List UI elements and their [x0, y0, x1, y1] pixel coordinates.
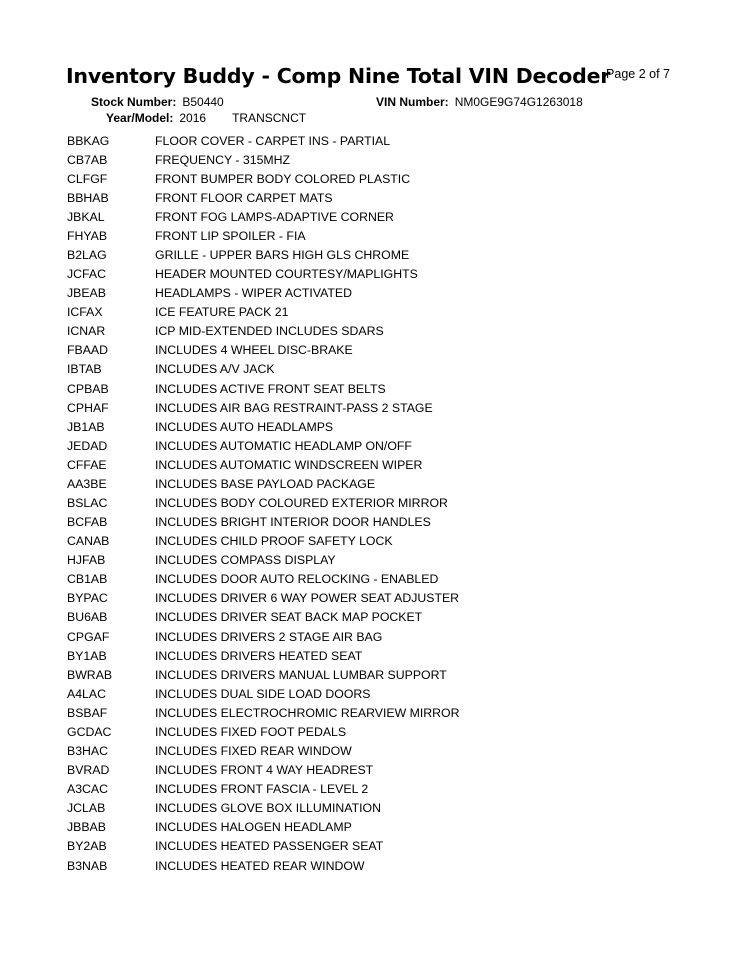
option-description: HEADLAMPS - WIPER ACTIVATED — [155, 286, 353, 301]
option-description: INCLUDES DRIVERS 2 STAGE AIR BAG — [155, 629, 383, 644]
option-row — [67, 436, 460, 455]
option-row — [67, 742, 460, 761]
option-code: CLFGF — [67, 171, 108, 186]
option-description: INCLUDES CHILD PROOF SAFETY LOCK — [155, 534, 393, 549]
option-description: ICP MID-EXTENDED INCLUDES SDARS — [155, 324, 384, 339]
option-row — [67, 169, 460, 188]
option-row — [67, 341, 460, 360]
option-code: CANAB — [67, 534, 110, 549]
option-code: CPBAB — [67, 381, 109, 396]
option-row — [67, 799, 460, 818]
option-row — [67, 360, 460, 379]
option-row — [67, 245, 460, 264]
option-row — [67, 532, 460, 551]
option-description: INCLUDES 4 WHEEL DISC-BRAKE — [155, 343, 353, 358]
option-code: BSLAC — [67, 496, 108, 511]
option-row — [67, 608, 460, 627]
option-code: BBKAG — [67, 133, 110, 148]
option-description: INCLUDES DUAL SIDE LOAD DOORS — [155, 686, 371, 701]
vin-number-label: VIN Number: — [376, 95, 449, 109]
option-code: BU6AB — [67, 610, 108, 625]
option-code: B3NAB — [67, 858, 108, 873]
option-code: JEDAD — [67, 438, 108, 453]
option-description: INCLUDES BRIGHT INTERIOR DOOR HANDLES — [155, 515, 431, 530]
option-description: GRILLE - UPPER BARS HIGH GLS CHROME — [155, 248, 410, 262]
option-code: CPHAF — [67, 400, 109, 415]
option-row — [67, 398, 460, 417]
option-description: INCLUDES COMPASS DISPLAY — [155, 553, 336, 568]
option-code: JCLAB — [67, 801, 106, 816]
option-row — [67, 665, 460, 684]
option-description: FRONT FOG LAMPS-ADAPTIVE CORNER — [155, 209, 394, 224]
option-code: JBKAL — [67, 209, 105, 224]
option-row — [67, 455, 460, 474]
option-code: BCFAB — [67, 515, 108, 530]
option-description: INCLUDES BASE PAYLOAD PACKAGE — [155, 476, 376, 491]
option-row — [67, 646, 460, 665]
year-value: 2016 — [179, 111, 207, 125]
option-row — [67, 684, 460, 703]
option-code: CFFAE — [67, 457, 107, 472]
option-description: FREQUENCY - 315MHZ — [155, 152, 291, 167]
option-description: INCLUDES GLOVE BOX ILLUMINATION — [155, 801, 381, 816]
vin-number-row — [376, 95, 583, 109]
vin-number-value: NM0GE9G74G1263018 — [454, 95, 583, 109]
option-code: JBEAB — [67, 286, 106, 301]
option-description: FLOOR COVER - CARPET INS - PARTIAL — [155, 133, 391, 148]
option-code: BSBAF — [67, 705, 108, 720]
option-code: CB1AB — [67, 572, 108, 587]
option-code: BVRAD — [67, 763, 110, 778]
option-code: AA3BE — [67, 476, 107, 491]
option-code: BWRAB — [67, 667, 113, 682]
option-row — [67, 379, 460, 398]
option-description: INCLUDES HALOGEN HEADLAMP — [155, 820, 352, 835]
option-row — [67, 284, 460, 303]
option-description: INCLUDES DRIVER SEAT BACK MAP POCKET — [155, 610, 423, 625]
option-row — [67, 474, 460, 493]
option-row — [67, 493, 460, 512]
option-row — [67, 856, 460, 875]
option-description: INCLUDES FRONT FASCIA - LEVEL 2 — [155, 782, 369, 797]
option-code: ICFAX — [67, 305, 103, 320]
option-code: BYPAC — [67, 591, 108, 606]
option-row — [67, 722, 460, 741]
option-description: INCLUDES HEATED REAR WINDOW — [155, 858, 365, 873]
option-description: INCLUDES AUTOMATIC HEADLAMP ON/OFF — [155, 438, 412, 453]
option-code: A3CAC — [67, 782, 109, 797]
year-model-row — [106, 111, 306, 125]
option-row — [67, 226, 460, 245]
page-number: Page 2 of 7 — [606, 67, 670, 81]
option-description: INCLUDES DOOR AUTO RELOCKING - ENABLED — [155, 572, 439, 587]
option-row — [67, 589, 460, 608]
option-description: FRONT FLOOR CARPET MATS — [155, 190, 333, 205]
option-row — [67, 417, 460, 436]
option-code: BY2AB — [67, 839, 107, 854]
option-description: INCLUDES AUTO HEADLAMPS — [155, 419, 334, 434]
year-model-label: Year/Model: — [106, 111, 174, 125]
option-row — [67, 837, 460, 856]
option-row — [67, 703, 460, 722]
option-row — [67, 627, 460, 646]
option-description: INCLUDES FIXED REAR WINDOW — [155, 744, 352, 759]
option-row — [67, 322, 460, 341]
option-description: ICE FEATURE PACK 21 — [155, 305, 289, 320]
option-row — [67, 551, 460, 570]
option-description: INCLUDES FRONT 4 WAY HEADREST — [155, 763, 374, 778]
option-description: HEADER MOUNTED COURTESY/MAPLIGHTS — [155, 267, 418, 282]
stock-number-label: Stock Number: — [91, 95, 177, 109]
option-code: B3HAC — [67, 744, 109, 759]
option-row — [67, 761, 460, 780]
option-list — [67, 131, 460, 875]
option-row — [67, 570, 460, 589]
option-code: B2LAG — [67, 248, 107, 262]
option-row — [67, 265, 460, 284]
option-description: FRONT LIP SPOILER - FIA — [155, 228, 306, 243]
option-description: INCLUDES DRIVERS MANUAL LUMBAR SUPPORT — [155, 667, 447, 682]
option-code: JB1AB — [67, 419, 105, 434]
option-row — [67, 513, 460, 532]
option-row — [67, 780, 460, 799]
option-row — [67, 150, 460, 169]
option-code: IBTAB — [67, 362, 102, 377]
option-code: BY1AB — [67, 648, 107, 663]
option-row — [67, 207, 460, 226]
option-code: JCFAC — [67, 267, 106, 282]
option-code: CPGAF — [67, 629, 110, 644]
model-value: TRANSCNCT — [232, 111, 307, 125]
option-code: GCDAC — [67, 724, 112, 739]
option-description: INCLUDES BODY COLOURED EXTERIOR MIRROR — [155, 496, 448, 511]
option-row — [67, 303, 460, 322]
option-code: FHYAB — [67, 228, 108, 243]
option-description: INCLUDES ELECTROCHROMIC REARVIEW MIRROR — [155, 705, 460, 720]
option-code: A4LAC — [67, 686, 106, 701]
stock-number-row — [91, 95, 224, 109]
option-row — [67, 188, 460, 207]
option-code: BBHAB — [67, 190, 109, 205]
option-description: FRONT BUMPER BODY COLORED PLASTIC — [155, 171, 411, 186]
option-description: INCLUDES ACTIVE FRONT SEAT BELTS — [155, 381, 386, 396]
option-code: HJFAB — [67, 553, 106, 568]
option-description: INCLUDES AIR BAG RESTRAINT-PASS 2 STAGE — [155, 400, 433, 415]
option-row — [67, 818, 460, 837]
option-description: INCLUDES A/V JACK — [155, 362, 275, 377]
option-description: INCLUDES FIXED FOOT PEDALS — [155, 724, 347, 739]
option-code: FBAAD — [67, 343, 108, 358]
option-description: INCLUDES DRIVERS HEATED SEAT — [155, 648, 363, 663]
option-code: CB7AB — [67, 152, 108, 167]
option-code: JBBAB — [67, 820, 106, 835]
option-description: INCLUDES DRIVER 6 WAY POWER SEAT ADJUSTER — [155, 591, 460, 606]
option-description: INCLUDES AUTOMATIC WINDSCREEN WIPER — [155, 457, 423, 472]
document-title: Inventory Buddy - Comp Nine Total VIN Decoder — [66, 64, 611, 88]
stock-number-value: B50440 — [182, 95, 224, 109]
option-description: INCLUDES HEATED PASSENGER SEAT — [155, 839, 384, 854]
option-code: ICNAR — [67, 324, 106, 339]
option-row — [67, 131, 460, 150]
